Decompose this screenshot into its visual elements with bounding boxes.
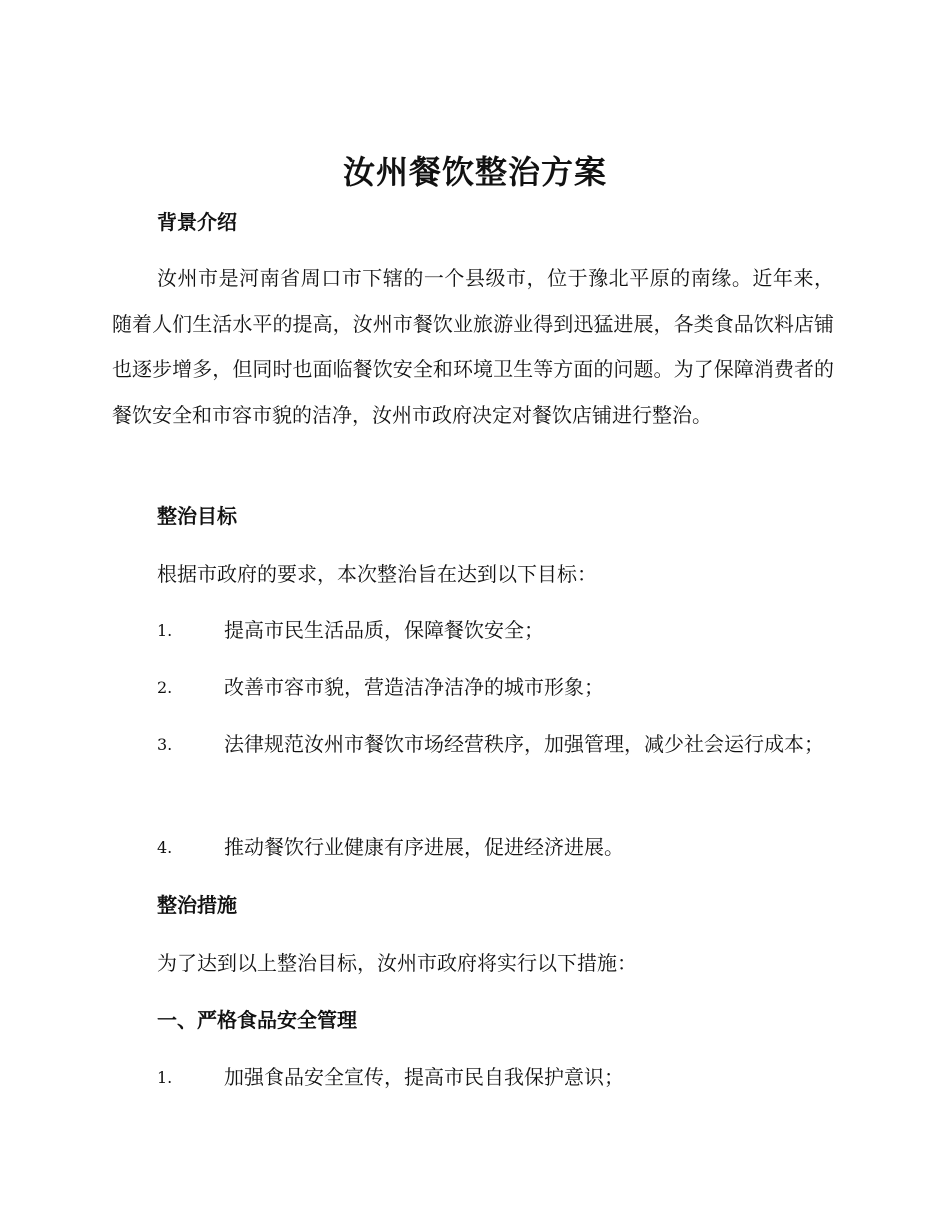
list-number: 3. <box>157 735 173 754</box>
section-heading-goals: 整治目标 <box>157 504 237 528</box>
goal-item-2 <box>112 665 834 710</box>
background-paragraph: 汝州市是河南省周口市下辖的一个县级市，位于豫北平原的南缘。近年来，随着人们生活水平的提高，汝州市餐饮业旅游业得到迅猛进展，各类食品饮料店铺也逐步增多，但同时也面临餐饮安全和环境卫生等方面的问题。为了保障消费者的餐饮安全和市容市貌的洁净，汝州市政府决定对餐饮店铺进行整治。 <box>112 266 834 427</box>
list-number: 1. <box>157 621 173 640</box>
list-text: 推动餐饮行业健康有序进展，促进经济进展。 <box>224 835 624 859</box>
list-text: 提高市民生活品质，保障餐饮安全； <box>224 618 544 642</box>
section-heading-measures: 整治措施 <box>157 893 237 917</box>
list-number: 4. <box>157 838 173 857</box>
list-text: 法律规范汝州市餐饮市场经营秩序，加强管理，减少社会运行成本； <box>224 732 824 756</box>
goal-item-3 <box>112 722 834 767</box>
goal-item-4 <box>112 825 834 870</box>
document-title: 汝州餐饮整治方案 <box>342 153 607 191</box>
list-number: 1. <box>157 1068 173 1087</box>
measures-subheading: 一、严格食品安全管理 <box>157 1008 357 1032</box>
list-text: 改善市容市貌，营造洁净洁净的城市形象； <box>224 675 604 699</box>
section-heading-background: 背景介绍 <box>157 210 237 234</box>
measure-item-1 <box>112 1055 834 1100</box>
goals-intro: 根据市政府的要求，本次整治旨在达到以下目标： <box>157 562 597 586</box>
goal-item-1 <box>112 608 834 653</box>
measures-intro: 为了达到以上整治目标，汝州市政府将实行以下措施： <box>157 951 637 975</box>
list-number: 2. <box>157 678 173 697</box>
list-text: 加强食品安全宣传，提高市民自我保护意识； <box>224 1065 624 1089</box>
